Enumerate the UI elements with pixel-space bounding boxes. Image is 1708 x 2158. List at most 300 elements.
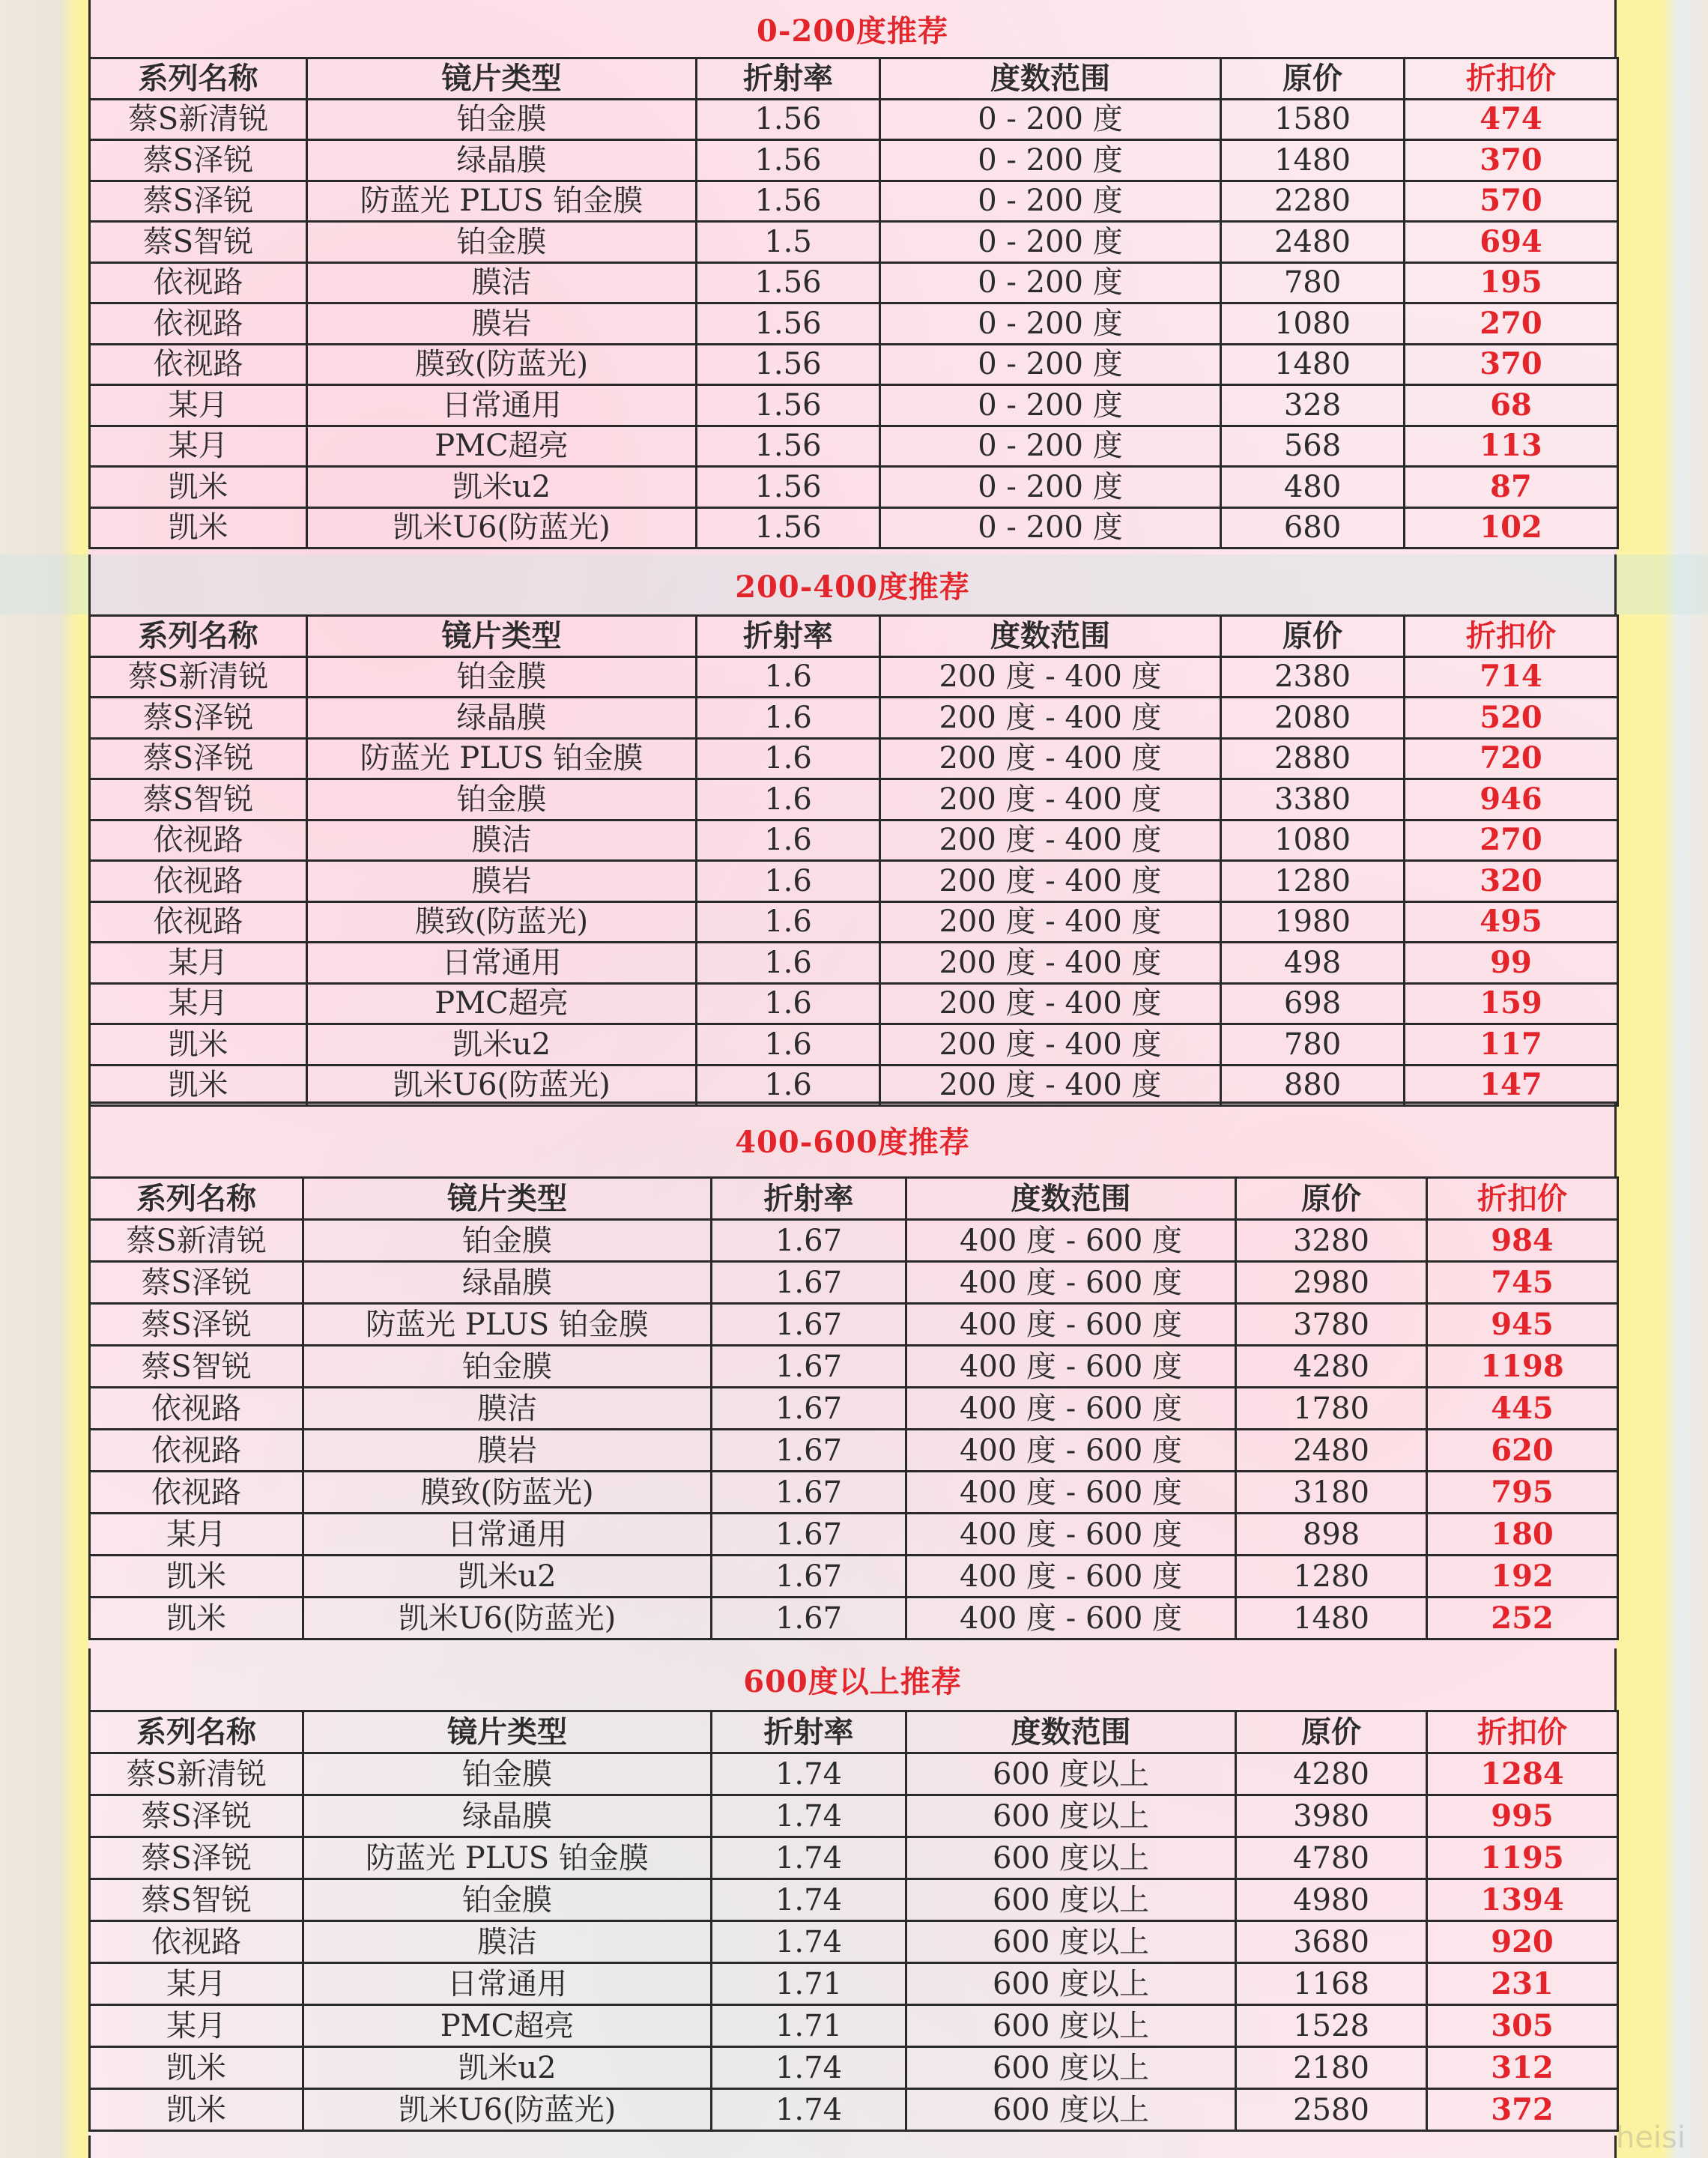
lens-type-cell: 防蓝光 PLUS 铂金膜 — [307, 181, 697, 222]
series-name-cell: 凯米 — [90, 2047, 303, 2089]
power-range-cell: 400 度 - 600 度 — [906, 1220, 1236, 1262]
power-range-cell: 200 度 - 400 度 — [880, 698, 1221, 739]
refractive-index-cell: 1.56 — [697, 507, 880, 548]
original-price-cell: 4280 — [1236, 1346, 1427, 1388]
discount-price-cell: 445 — [1427, 1388, 1618, 1430]
series-name-cell: 某月 — [90, 1514, 303, 1556]
original-price-cell: 2180 — [1236, 2047, 1427, 2089]
header-power-range: 度数范围 — [906, 1178, 1236, 1220]
refractive-index-cell: 1.74 — [712, 2047, 906, 2089]
discount-price-cell: 305 — [1427, 2005, 1618, 2047]
original-price-cell: 1480 — [1221, 344, 1405, 385]
discount-price-cell: 720 — [1405, 738, 1618, 779]
series-name-cell: 蔡S智锐 — [90, 1346, 303, 1388]
lens-type-cell: 膜洁 — [307, 262, 697, 303]
lens-type-cell: 铂金膜 — [307, 779, 697, 820]
series-name-cell: 某月 — [90, 426, 307, 467]
power-range-cell: 0 - 200 度 — [880, 385, 1221, 426]
table-row — [90, 1065, 1618, 1106]
table-row — [90, 1556, 1618, 1598]
discount-price-cell: 1284 — [1427, 1753, 1618, 1795]
lens-type-cell: 日常通用 — [307, 943, 697, 984]
series-name-cell: 蔡S泽锐 — [90, 1304, 303, 1346]
discount-price-cell: 946 — [1405, 779, 1618, 820]
power-range-cell: 200 度 - 400 度 — [880, 983, 1221, 1024]
original-price-cell: 1280 — [1221, 861, 1405, 902]
refractive-index-cell: 1.74 — [712, 1837, 906, 1879]
power-range-cell: 400 度 - 600 度 — [906, 1262, 1236, 1304]
discount-price-cell: 372 — [1427, 2089, 1618, 2131]
header-series-name: 系列名称 — [90, 58, 307, 100]
series-name-cell: 某月 — [90, 943, 307, 984]
lens-type-cell: PMC超亮 — [307, 426, 697, 467]
power-range-cell: 400 度 - 600 度 — [906, 1472, 1236, 1514]
power-range-cell: 600 度以上 — [906, 2005, 1236, 2047]
table-row — [90, 1346, 1618, 1388]
header-discount-price: 折扣价 — [1405, 58, 1618, 100]
refractive-index-cell: 1.74 — [712, 1921, 906, 1963]
original-price-cell: 2480 — [1236, 1430, 1427, 1472]
series-name-cell: 蔡S智锐 — [90, 1879, 303, 1921]
original-price-cell: 1980 — [1221, 901, 1405, 943]
lens-type-cell: 铂金膜 — [307, 99, 697, 140]
lens-type-cell: 防蓝光 PLUS 铂金膜 — [303, 1304, 712, 1346]
original-price-cell: 3280 — [1236, 1220, 1427, 1262]
lens-type-cell: 凯米u2 — [303, 2047, 712, 2089]
original-price-cell: 3180 — [1236, 1472, 1427, 1514]
original-price-cell: 780 — [1221, 262, 1405, 303]
header-lens-type: 镜片类型 — [307, 616, 697, 657]
original-price-cell: 880 — [1221, 1065, 1405, 1106]
table-row — [90, 738, 1618, 779]
series-name-cell: 蔡S泽锐 — [90, 698, 307, 739]
discount-price-cell: 231 — [1427, 1963, 1618, 2005]
discount-price-cell: 1198 — [1427, 1346, 1618, 1388]
original-price-cell: 3980 — [1236, 1795, 1427, 1837]
table-row — [90, 943, 1618, 984]
original-price-cell: 2280 — [1221, 181, 1405, 222]
series-name-cell: 某月 — [90, 2005, 303, 2047]
discount-price-cell: 312 — [1427, 2047, 1618, 2089]
refractive-index-cell: 1.56 — [697, 344, 880, 385]
table-row — [90, 426, 1618, 467]
discount-price-cell: 192 — [1427, 1556, 1618, 1598]
discount-price-cell: 714 — [1405, 656, 1618, 698]
series-name-cell: 凯米 — [90, 1065, 307, 1106]
price-table — [88, 1710, 1619, 2132]
refractive-index-cell: 1.56 — [697, 181, 880, 222]
lens-type-cell: 铂金膜 — [303, 1753, 712, 1795]
table-header-row — [90, 58, 1618, 100]
table-row — [90, 861, 1618, 902]
table-row — [90, 1262, 1618, 1304]
table-row — [90, 901, 1618, 943]
section-600-plus — [88, 1648, 1617, 2132]
original-price-cell: 1780 — [1236, 1388, 1427, 1430]
lens-type-cell: 绿晶膜 — [307, 140, 697, 181]
table-row — [90, 262, 1618, 303]
lens-type-cell: 凯米u2 — [303, 1556, 712, 1598]
discount-price-cell: 570 — [1405, 181, 1618, 222]
original-price-cell: 4980 — [1236, 1879, 1427, 1921]
refractive-index-cell: 1.6 — [697, 1065, 880, 1106]
header-lens-type: 镜片类型 — [303, 1178, 712, 1220]
original-price-cell: 2880 — [1221, 738, 1405, 779]
refractive-index-cell: 1.6 — [697, 820, 880, 861]
power-range-cell: 400 度 - 600 度 — [906, 1346, 1236, 1388]
refractive-index-cell: 1.5 — [697, 222, 880, 263]
power-range-cell: 0 - 200 度 — [880, 222, 1221, 263]
power-range-cell: 600 度以上 — [906, 2047, 1236, 2089]
header-lens-type: 镜片类型 — [303, 1711, 712, 1753]
table-row — [90, 1430, 1618, 1472]
lens-type-cell: 膜洁 — [303, 1388, 712, 1430]
power-range-cell: 200 度 - 400 度 — [880, 901, 1221, 943]
power-range-cell: 400 度 - 600 度 — [906, 1430, 1236, 1472]
refractive-index-cell: 1.6 — [697, 779, 880, 820]
original-price-cell: 2980 — [1236, 1262, 1427, 1304]
original-price-cell: 1168 — [1236, 1963, 1427, 2005]
table-row — [90, 2089, 1618, 2131]
original-price-cell: 780 — [1221, 1024, 1405, 1066]
lens-type-cell: 日常通用 — [307, 385, 697, 426]
refractive-index-cell: 1.74 — [712, 2089, 906, 2131]
discount-price-cell: 147 — [1405, 1065, 1618, 1106]
power-range-cell: 400 度 - 600 度 — [906, 1388, 1236, 1430]
lens-type-cell: 膜岩 — [303, 1430, 712, 1472]
section-title: 0-200度推荐 — [88, 0, 1617, 57]
original-price-cell: 3780 — [1236, 1304, 1427, 1346]
lens-type-cell: 凯米u2 — [307, 467, 697, 508]
discount-price-cell: 195 — [1405, 262, 1618, 303]
section-200-400 — [88, 554, 1617, 1107]
price-table — [88, 1176, 1619, 1640]
power-range-cell: 600 度以上 — [906, 2089, 1236, 2131]
series-name-cell: 蔡S泽锐 — [90, 738, 307, 779]
series-name-cell: 蔡S泽锐 — [90, 1837, 303, 1879]
power-range-cell: 600 度以上 — [906, 1921, 1236, 1963]
lens-type-cell: PMC超亮 — [303, 2005, 712, 2047]
series-name-cell: 蔡S新清锐 — [90, 99, 307, 140]
table-row — [90, 2005, 1618, 2047]
lens-type-cell: 凯米U6(防蓝光) — [307, 507, 697, 548]
original-price-cell: 2480 — [1221, 222, 1405, 263]
lens-type-cell: 凯米u2 — [307, 1024, 697, 1066]
header-series-name: 系列名称 — [90, 1178, 303, 1220]
refractive-index-cell: 1.56 — [697, 303, 880, 345]
header-series-name: 系列名称 — [90, 616, 307, 657]
original-price-cell: 328 — [1221, 385, 1405, 426]
header-original-price: 原价 — [1221, 616, 1405, 657]
discount-price-cell: 370 — [1405, 344, 1618, 385]
power-range-cell: 0 - 200 度 — [880, 99, 1221, 140]
discount-price-cell: 620 — [1427, 1430, 1618, 1472]
series-name-cell: 凯米 — [90, 2089, 303, 2131]
table-row — [90, 1304, 1618, 1346]
refractive-index-cell: 1.71 — [712, 1963, 906, 2005]
refractive-index-cell: 1.6 — [697, 901, 880, 943]
header-power-range: 度数范围 — [880, 58, 1221, 100]
table-row — [90, 820, 1618, 861]
original-price-cell: 898 — [1236, 1514, 1427, 1556]
original-price-cell: 1480 — [1221, 140, 1405, 181]
table-footer-edge — [88, 2136, 1617, 2158]
refractive-index-cell: 1.74 — [712, 1753, 906, 1795]
series-name-cell: 蔡S智锐 — [90, 779, 307, 820]
series-name-cell: 某月 — [90, 385, 307, 426]
series-name-cell: 凯米 — [90, 507, 307, 548]
lens-type-cell: 铂金膜 — [303, 1879, 712, 1921]
power-range-cell: 600 度以上 — [906, 1753, 1236, 1795]
lens-type-cell: 膜岩 — [307, 861, 697, 902]
power-range-cell: 0 - 200 度 — [880, 181, 1221, 222]
lens-type-cell: 铂金膜 — [307, 656, 697, 698]
series-name-cell: 依视路 — [90, 1388, 303, 1430]
table-header-row — [90, 616, 1618, 657]
section-title: 600度以上推荐 — [88, 1648, 1617, 1710]
power-range-cell: 200 度 - 400 度 — [880, 656, 1221, 698]
series-name-cell: 依视路 — [90, 1472, 303, 1514]
refractive-index-cell: 1.74 — [712, 1879, 906, 1921]
original-price-cell: 3380 — [1221, 779, 1405, 820]
lens-type-cell: 铂金膜 — [303, 1220, 712, 1262]
power-range-cell: 0 - 200 度 — [880, 467, 1221, 508]
power-range-cell: 0 - 200 度 — [880, 426, 1221, 467]
refractive-index-cell: 1.67 — [712, 1430, 906, 1472]
header-discount-price: 折扣价 — [1405, 616, 1618, 657]
refractive-index-cell: 1.6 — [697, 656, 880, 698]
lens-type-cell: 绿晶膜 — [303, 1262, 712, 1304]
series-name-cell: 依视路 — [90, 1921, 303, 1963]
header-original-price: 原价 — [1236, 1711, 1427, 1753]
refractive-index-cell: 1.56 — [697, 140, 880, 181]
refractive-index-cell: 1.6 — [697, 861, 880, 902]
header-power-range: 度数范围 — [880, 616, 1221, 657]
table-row — [90, 467, 1618, 508]
lens-type-cell: 铂金膜 — [307, 222, 697, 263]
power-range-cell: 0 - 200 度 — [880, 262, 1221, 303]
lens-type-cell: 防蓝光 PLUS 铂金膜 — [307, 738, 697, 779]
series-name-cell: 蔡S泽锐 — [90, 181, 307, 222]
price-table — [88, 614, 1619, 1107]
refractive-index-cell: 1.6 — [697, 1024, 880, 1066]
power-range-cell: 200 度 - 400 度 — [880, 820, 1221, 861]
lens-type-cell: 凯米U6(防蓝光) — [303, 2089, 712, 2131]
header-discount-price: 折扣价 — [1427, 1711, 1618, 1753]
lens-type-cell: 绿晶膜 — [307, 698, 697, 739]
discount-price-cell: 520 — [1405, 698, 1618, 739]
original-price-cell: 1528 — [1236, 2005, 1427, 2047]
discount-price-cell: 270 — [1405, 820, 1618, 861]
series-name-cell: 某月 — [90, 1963, 303, 2005]
original-price-cell: 2380 — [1221, 656, 1405, 698]
discount-price-cell: 270 — [1405, 303, 1618, 345]
original-price-cell: 1080 — [1221, 303, 1405, 345]
refractive-index-cell: 1.6 — [697, 943, 880, 984]
power-range-cell: 200 度 - 400 度 — [880, 861, 1221, 902]
power-range-cell: 200 度 - 400 度 — [880, 738, 1221, 779]
discount-price-cell: 945 — [1427, 1304, 1618, 1346]
refractive-index-cell: 1.67 — [712, 1304, 906, 1346]
discount-price-cell: 745 — [1427, 1262, 1618, 1304]
watermark: heisi — [1615, 2121, 1686, 2155]
refractive-index-cell: 1.56 — [697, 262, 880, 303]
table-row — [90, 1024, 1618, 1066]
power-range-cell: 0 - 200 度 — [880, 344, 1221, 385]
power-range-cell: 600 度以上 — [906, 1879, 1236, 1921]
header-series-name: 系列名称 — [90, 1711, 303, 1753]
table-row — [90, 1753, 1618, 1795]
power-range-cell: 400 度 - 600 度 — [906, 1556, 1236, 1598]
header-original-price: 原价 — [1221, 58, 1405, 100]
header-discount-price: 折扣价 — [1427, 1178, 1618, 1220]
series-name-cell: 依视路 — [90, 344, 307, 385]
series-name-cell: 依视路 — [90, 901, 307, 943]
refractive-index-cell: 1.6 — [697, 983, 880, 1024]
discount-price-cell: 920 — [1427, 1921, 1618, 1963]
lens-type-cell: 膜岩 — [307, 303, 697, 345]
table-row — [90, 1220, 1618, 1262]
refractive-index-cell: 1.67 — [712, 1598, 906, 1639]
refractive-index-cell: 1.56 — [697, 426, 880, 467]
refractive-index-cell: 1.56 — [697, 385, 880, 426]
price-table — [88, 57, 1619, 549]
original-price-cell: 2080 — [1221, 698, 1405, 739]
table-header-row — [90, 1711, 1618, 1753]
series-name-cell: 依视路 — [90, 861, 307, 902]
power-range-cell: 200 度 - 400 度 — [880, 1024, 1221, 1066]
power-range-cell: 0 - 200 度 — [880, 507, 1221, 548]
header-refractive-index: 折射率 — [712, 1178, 906, 1220]
lens-type-cell: PMC超亮 — [307, 983, 697, 1024]
discount-price-cell: 1195 — [1427, 1837, 1618, 1879]
discount-price-cell: 320 — [1405, 861, 1618, 902]
refractive-index-cell: 1.67 — [712, 1346, 906, 1388]
lens-type-cell: 凯米U6(防蓝光) — [303, 1598, 712, 1639]
section-400-600 — [88, 1101, 1617, 1640]
lens-type-cell: 日常通用 — [303, 1963, 712, 2005]
series-name-cell: 依视路 — [90, 820, 307, 861]
refractive-index-cell: 1.67 — [712, 1220, 906, 1262]
table-row — [90, 1963, 1618, 2005]
lens-type-cell: 防蓝光 PLUS 铂金膜 — [303, 1837, 712, 1879]
original-price-cell: 480 — [1221, 467, 1405, 508]
table-row — [90, 99, 1618, 140]
discount-price-cell: 102 — [1405, 507, 1618, 548]
discount-price-cell: 694 — [1405, 222, 1618, 263]
table-row — [90, 222, 1618, 263]
refractive-index-cell: 1.56 — [697, 467, 880, 508]
section-0-200 — [88, 0, 1617, 549]
lens-type-cell: 膜洁 — [307, 820, 697, 861]
table-row — [90, 507, 1618, 548]
series-name-cell: 依视路 — [90, 1430, 303, 1472]
discount-price-cell: 495 — [1405, 901, 1618, 943]
table-row — [90, 1879, 1618, 1921]
series-name-cell: 凯米 — [90, 467, 307, 508]
discount-price-cell: 117 — [1405, 1024, 1618, 1066]
discount-price-cell: 99 — [1405, 943, 1618, 984]
header-original-price: 原价 — [1236, 1178, 1427, 1220]
discount-price-cell: 984 — [1427, 1220, 1618, 1262]
original-price-cell: 3680 — [1236, 1921, 1427, 1963]
power-range-cell: 400 度 - 600 度 — [906, 1514, 1236, 1556]
original-price-cell: 698 — [1221, 983, 1405, 1024]
discount-price-cell: 795 — [1427, 1472, 1618, 1514]
table-row — [90, 140, 1618, 181]
series-name-cell: 凯米 — [90, 1024, 307, 1066]
table-row — [90, 983, 1618, 1024]
series-name-cell: 凯米 — [90, 1598, 303, 1639]
original-price-cell: 4280 — [1236, 1753, 1427, 1795]
original-price-cell: 1580 — [1221, 99, 1405, 140]
section-title: 400-600度推荐 — [88, 1101, 1617, 1176]
table-row — [90, 1388, 1618, 1430]
lens-type-cell: 膜致(防蓝光) — [303, 1472, 712, 1514]
table-row — [90, 2047, 1618, 2089]
original-price-cell: 1080 — [1221, 820, 1405, 861]
header-lens-type: 镜片类型 — [307, 58, 697, 100]
power-range-cell: 400 度 - 600 度 — [906, 1598, 1236, 1639]
refractive-index-cell: 1.56 — [697, 99, 880, 140]
discount-price-cell: 68 — [1405, 385, 1618, 426]
discount-price-cell: 180 — [1427, 1514, 1618, 1556]
power-range-cell: 200 度 - 400 度 — [880, 779, 1221, 820]
series-name-cell: 凯米 — [90, 1556, 303, 1598]
discount-price-cell: 370 — [1405, 140, 1618, 181]
refractive-index-cell: 1.67 — [712, 1262, 906, 1304]
refractive-index-cell: 1.67 — [712, 1556, 906, 1598]
power-range-cell: 600 度以上 — [906, 1795, 1236, 1837]
power-range-cell: 200 度 - 400 度 — [880, 1065, 1221, 1106]
power-range-cell: 600 度以上 — [906, 1837, 1236, 1879]
series-name-cell: 蔡S新清锐 — [90, 1753, 303, 1795]
table-row — [90, 303, 1618, 345]
refractive-index-cell: 1.74 — [712, 1795, 906, 1837]
series-name-cell: 蔡S泽锐 — [90, 140, 307, 181]
lens-type-cell: 绿晶膜 — [303, 1795, 712, 1837]
header-refractive-index: 折射率 — [697, 58, 880, 100]
lens-type-cell: 膜洁 — [303, 1921, 712, 1963]
refractive-index-cell: 1.6 — [697, 738, 880, 779]
header-refractive-index: 折射率 — [712, 1711, 906, 1753]
section-title: 200-400度推荐 — [88, 554, 1617, 614]
discount-price-cell: 159 — [1405, 983, 1618, 1024]
series-name-cell: 依视路 — [90, 262, 307, 303]
original-price-cell: 498 — [1221, 943, 1405, 984]
table-row — [90, 344, 1618, 385]
lens-type-cell: 凯米U6(防蓝光) — [307, 1065, 697, 1106]
discount-price-cell: 252 — [1427, 1598, 1618, 1639]
series-name-cell: 蔡S新清锐 — [90, 1220, 303, 1262]
refractive-index-cell: 1.71 — [712, 2005, 906, 2047]
lens-type-cell: 膜致(防蓝光) — [307, 901, 697, 943]
power-range-cell: 0 - 200 度 — [880, 303, 1221, 345]
discount-price-cell: 995 — [1427, 1795, 1618, 1837]
original-price-cell: 568 — [1221, 426, 1405, 467]
header-power-range: 度数范围 — [906, 1711, 1236, 1753]
series-name-cell: 蔡S智锐 — [90, 222, 307, 263]
series-name-cell: 蔡S泽锐 — [90, 1795, 303, 1837]
discount-price-cell: 1394 — [1427, 1879, 1618, 1921]
table-row — [90, 1514, 1618, 1556]
series-name-cell: 蔡S泽锐 — [90, 1262, 303, 1304]
refractive-index-cell: 1.67 — [712, 1514, 906, 1556]
table-header-row — [90, 1178, 1618, 1220]
refractive-index-cell: 1.6 — [697, 698, 880, 739]
power-range-cell: 0 - 200 度 — [880, 140, 1221, 181]
table-row — [90, 1837, 1618, 1879]
